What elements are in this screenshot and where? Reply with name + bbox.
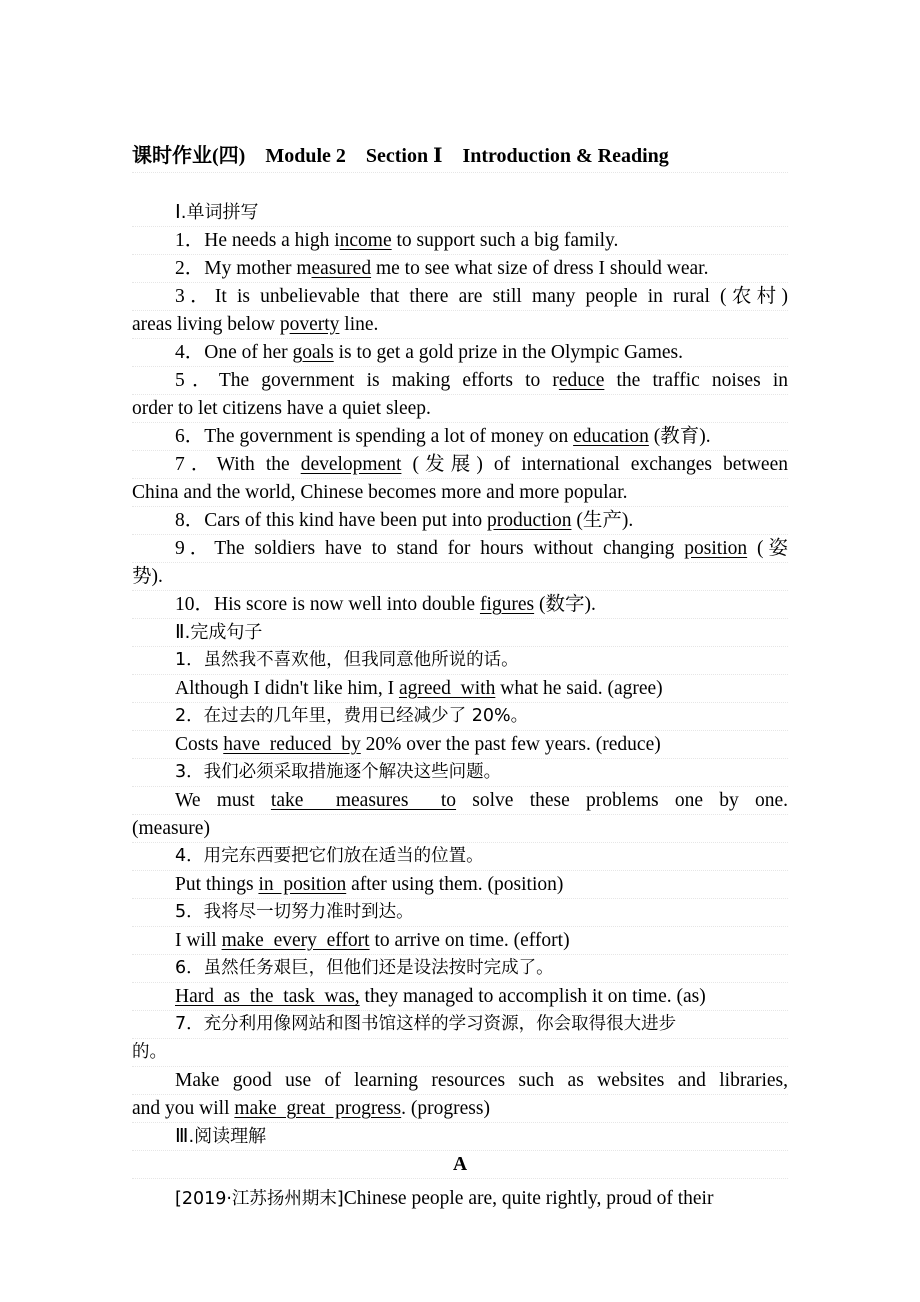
spelling-item-10: 10．His score is now well into double figures (数字).: [132, 591, 788, 619]
sentence-3-english-line2: (measure): [132, 815, 788, 843]
page-title: 课时作业(四) Module 2 Section Ⅰ Introduction & Reading: [132, 140, 788, 173]
section-title: .单词拼写: [180, 202, 259, 223]
sentence-3-chinese: 3．我们必须采取措施逐个解决这些问题。: [132, 759, 788, 787]
spelling-item-5-line1: 5．The government is making efforts to reduce the traffic noises in: [132, 367, 788, 395]
passage-label: A: [132, 1151, 788, 1179]
sentence-5-chinese: 5．我将尽一切努力准时到达。: [132, 899, 788, 927]
answer: figures: [479, 594, 535, 615]
spelling-item-7-line2: China and the world, Chinese becomes more and more popular.: [132, 479, 788, 507]
section-number: Ⅲ: [175, 1126, 189, 1147]
sentence-4-english: Put things in position after using them. (position): [132, 871, 788, 899]
answer: overty: [289, 314, 340, 335]
spelling-item-3-line2: areas living below poverty line.: [132, 311, 788, 339]
answer: position: [684, 538, 748, 559]
sentence-1-english: Although I didn't like him, I agreed with what he said. (agree): [132, 675, 788, 703]
spelling-item-2: 2．My mother measured me to see what size of dress I should wear.: [132, 255, 788, 283]
answer: Hard as the task was,: [175, 986, 360, 1007]
spelling-item-9-line1: 9．The soldiers have to stand for hours without changing position (姿: [132, 535, 788, 563]
answer: ncome: [339, 230, 392, 251]
section-heading-reading: [132, 1123, 788, 1151]
section-heading-spelling: [132, 199, 788, 227]
sentence-2-chinese: 2．在过去的几年里，费用已经减少了 20%。: [132, 703, 788, 731]
spelling-item-6: 6．The government is spending a lot of money on education (教育).: [132, 423, 788, 451]
passage-first-line: [2019·江苏扬州期末]Chinese people are, quite rightly, proud of their: [175, 1188, 714, 1209]
spelling-item-3-line1: 3．It is unbelievable that there are still many people in rural (农村): [132, 283, 788, 311]
section-title: .阅读理解: [188, 1126, 267, 1147]
spelling-item-4: 4．One of her goals is to get a gold prize in the Olympic Games.: [132, 339, 788, 367]
sentence-7-english-line1: Make good use of learning resources such as websites and libraries,: [132, 1067, 788, 1095]
answer: take measures to: [270, 790, 457, 811]
answer: have reduced by: [223, 734, 361, 755]
section-number: Ⅱ: [175, 622, 185, 643]
spelling-item-1: 1．He needs a high income to support such a big family.: [132, 227, 788, 255]
answer: easured: [311, 258, 372, 279]
answer: educe: [558, 370, 605, 391]
spelling-item-7-line1: 7．With the development (发展) of international exchanges between: [132, 451, 788, 479]
sentence-3-english-line1: We must take measures to solve these problems one by one.: [132, 787, 788, 815]
sentence-1-chinese: 1．虽然我不喜欢他，但我同意他所说的话。: [132, 647, 788, 675]
sentence-7-english-line2: and you will make great progress. (progress): [132, 1095, 788, 1123]
answer: education: [573, 426, 649, 447]
sentence-2-english: Costs have reduced by 20% over the past few years. (reduce): [132, 731, 788, 759]
sentence-6-english: Hard as the task was, they managed to accomplish it on time. (as): [132, 983, 788, 1011]
answer: goals: [292, 342, 334, 363]
section-title: .完成句子: [184, 622, 263, 643]
answer: development: [300, 454, 402, 475]
spelling-item-8: 8．Cars of this kind have been put into production (生产).: [132, 507, 788, 535]
section-heading-sentences: [132, 619, 788, 647]
sentence-5-english: I will make every effort to arrive on time. (effort): [132, 927, 788, 955]
answer: in position: [258, 874, 347, 895]
answer: production: [486, 510, 572, 531]
sentence-6-chinese: 6．虽然任务艰巨，但他们还是设法按时完成了。: [132, 955, 788, 983]
answer: agreed with: [398, 678, 496, 699]
answer: make every effort: [221, 930, 370, 951]
answer: make great progress: [234, 1098, 402, 1119]
passage-source: [2019·江苏扬州期末]: [175, 1189, 344, 1209]
spelling-item-5-line2: order to let citizens have a quiet sleep.: [132, 395, 788, 423]
spelling-item-9-line2: 势).: [132, 563, 788, 591]
sentence-7-chinese-line1: 7．充分利用像网站和图书馆这样的学习资源，你会取得很大进步: [132, 1011, 788, 1039]
section-number: Ⅰ: [175, 202, 181, 223]
sentence-4-chinese: 4．用完东西要把它们放在适当的位置。: [132, 843, 788, 871]
sentence-7-chinese-line2: 的。: [132, 1039, 788, 1067]
worksheet-page: [132, 140, 788, 1213]
